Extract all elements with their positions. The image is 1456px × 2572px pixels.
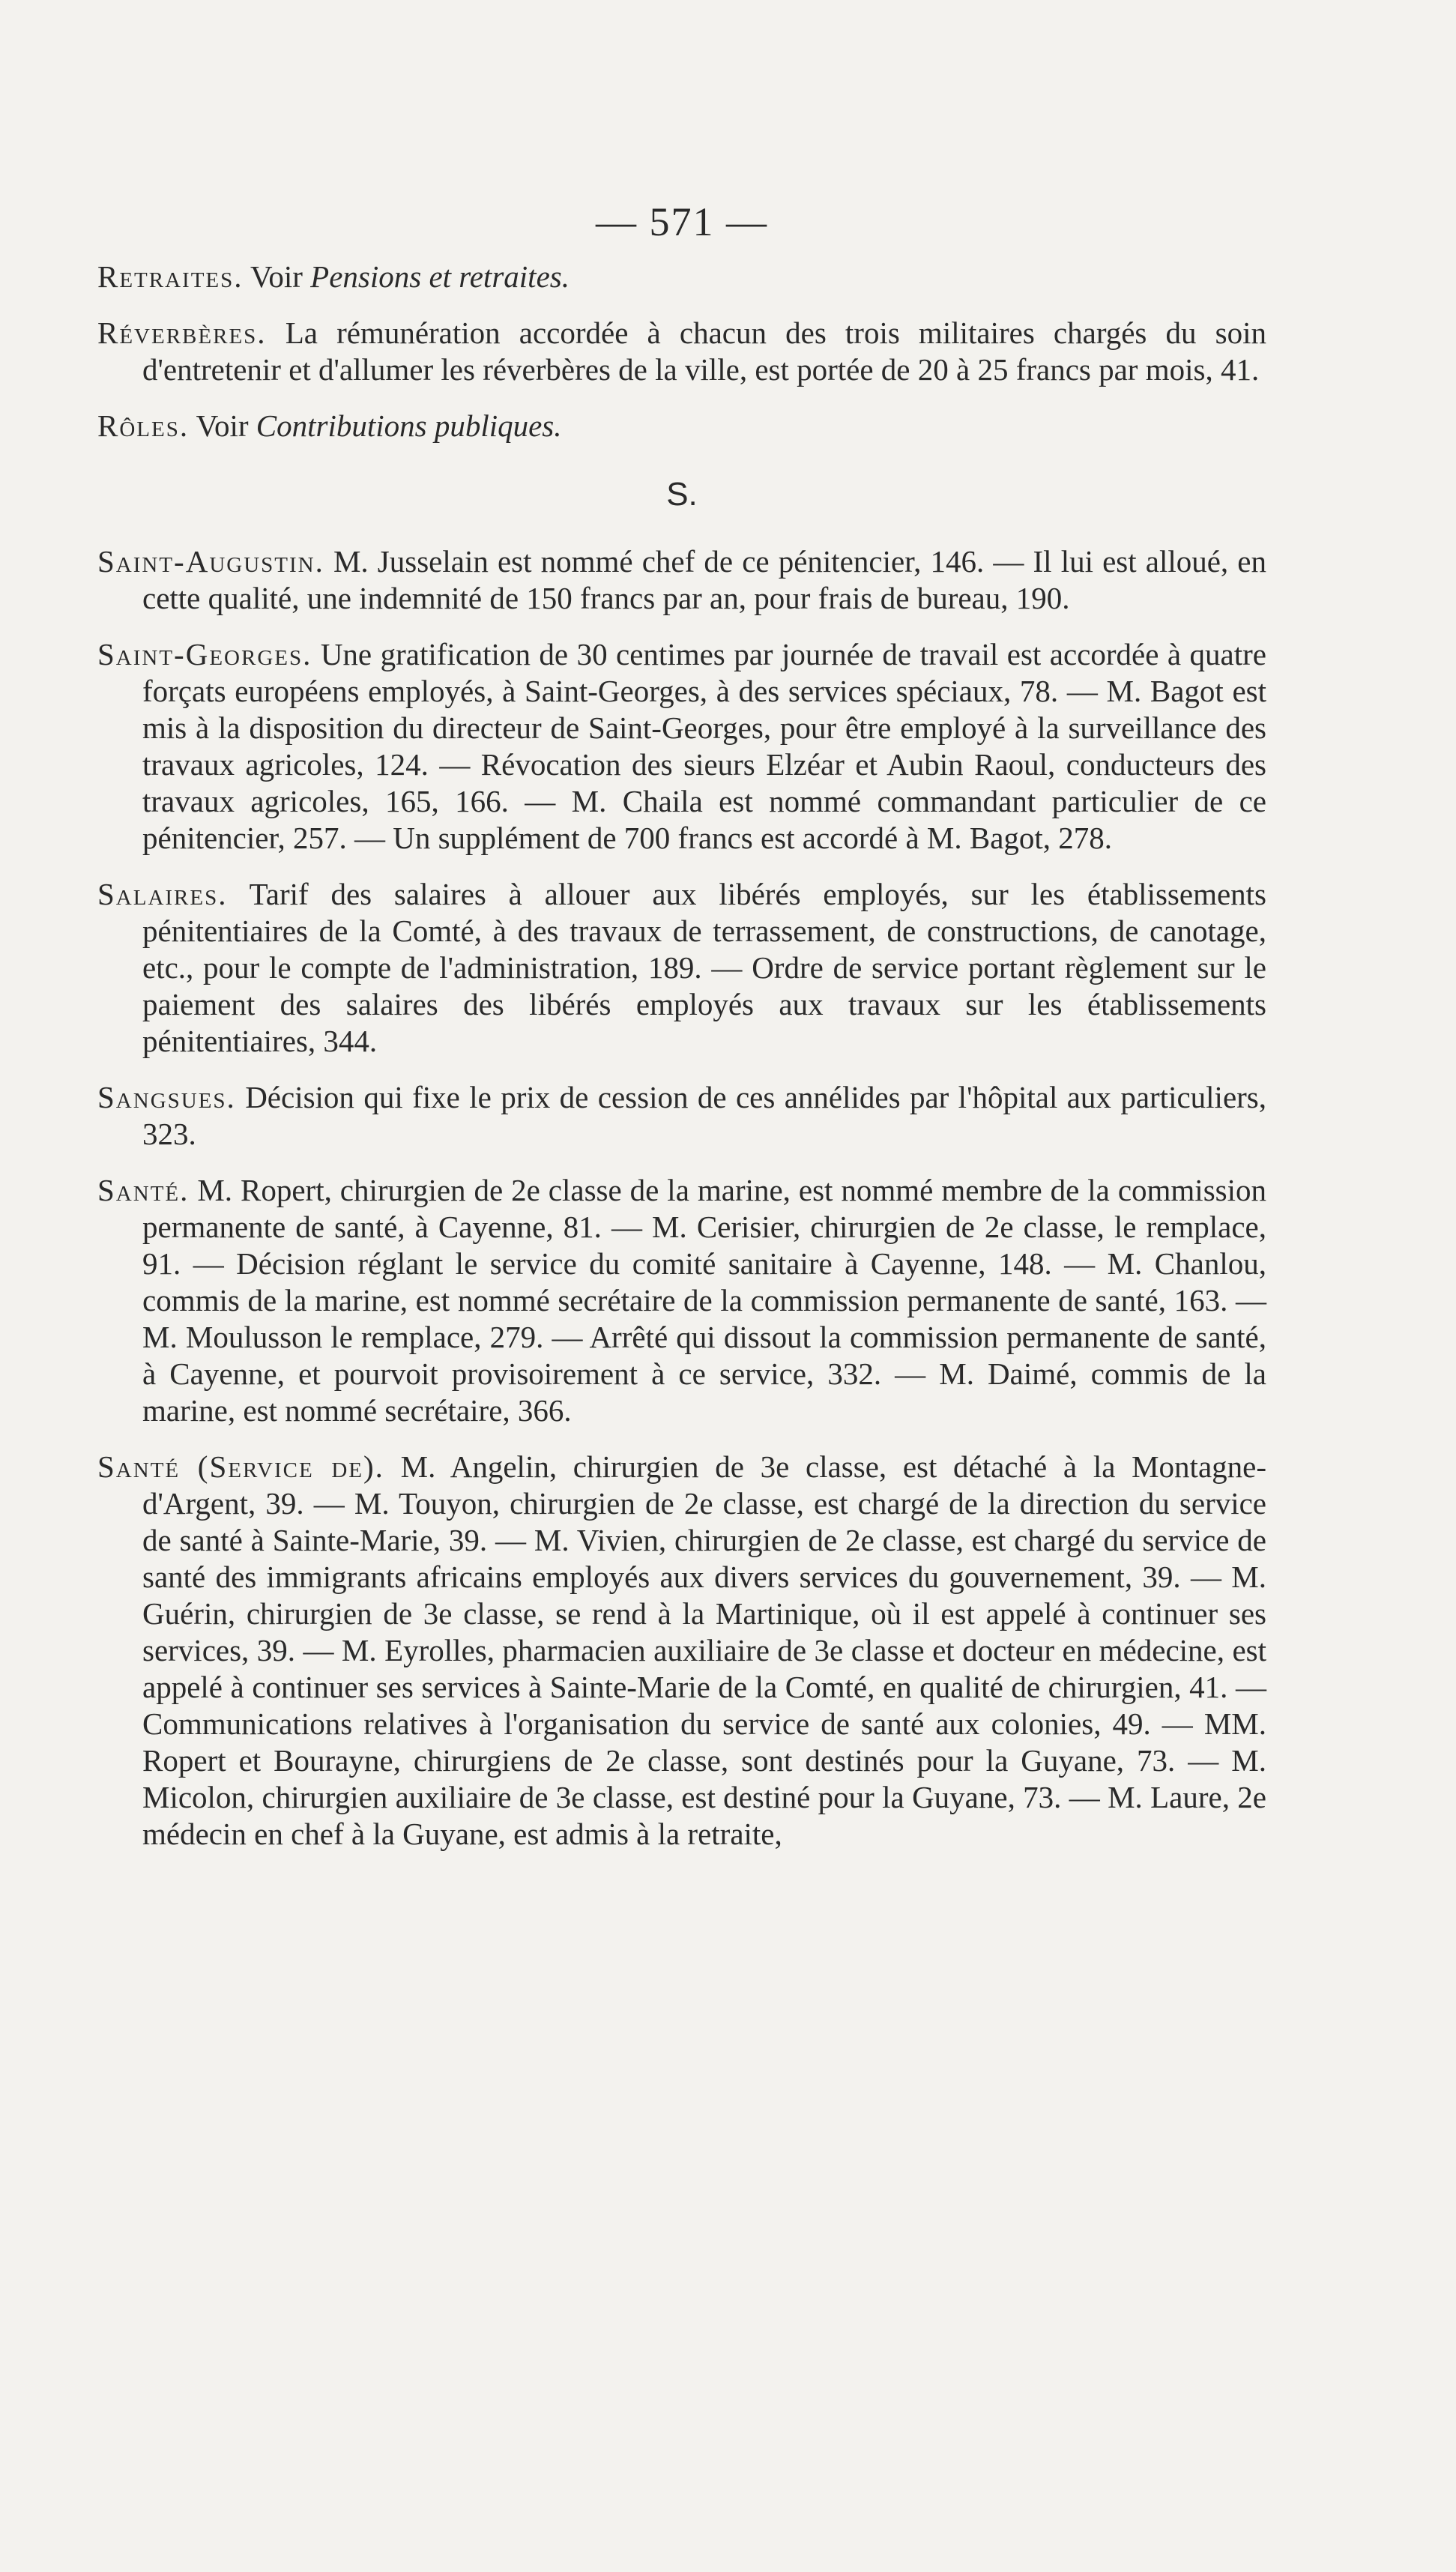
entry-headword: Saint-Georges. xyxy=(97,637,312,671)
index-entry-sante-service xyxy=(97,1449,1266,1853)
entry-text: Voir xyxy=(189,408,256,443)
entry-headword: Sangsues. xyxy=(97,1080,236,1114)
entry-text: M. Angelin, chirurgien de 3e classe, est détaché à la Montagne-d'Argent, 39. — M. Touyon, chirurgien de 2e classe, est chargé de la direction du service de santé à Sainte-Marie, 39. — M. Vivien, chirurgien de 2e classe, est chargé du service de santé des immigrants africains employés aux divers services du gouvernement, 39. — M. Guérin, chirurgien de 3e classe, se rend à la Martinique, où il est appelé à continuer ses services, 39. — M. Eyrolles, pharmacien auxiliaire de 3e classe et docteur en médecine, est appelé à continuer ses services à Sainte-Marie de la Comté, en qualité de chirurgien, 41. — Communications relatives à l'organisation du service de santé aux colonies, 49. — MM. Ropert et Bourayne, chirurgiens de 2e classe, sont destinés pour la Guyane, 73. — M. Micolon, chirurgien auxiliaire de 3e classe, est destiné pour la Guyane, 73. — M. Laure, 2e médecin en chef à la Guyane, est admis à la retraite, xyxy=(142,1449,1266,1851)
entry-cross-reference: Contributions publiques. xyxy=(256,408,562,443)
entry-headword: Saint-Augustin. xyxy=(97,544,324,579)
document-page xyxy=(97,199,1266,1872)
index-entry-reverberes xyxy=(97,315,1266,388)
index-entry-salaires xyxy=(97,876,1266,1060)
index-entry-saint-augustin xyxy=(97,543,1266,617)
entry-text: La rémunération accordée à chacun des trois militaires chargés du soin d'entretenir et d'allumer les réverbères de la ville, est portée de 20 à 25 francs par mois, 41. xyxy=(142,316,1266,387)
entry-headword: Retraites. xyxy=(97,259,244,294)
entry-headword: Santé (Service de). xyxy=(97,1449,384,1484)
page-number: — 571 — xyxy=(596,199,768,244)
entry-headword: Réverbères. xyxy=(97,316,267,350)
entry-cross-reference: Pensions et retraites. xyxy=(310,259,570,294)
entry-text: Tarif des salaires à allouer aux libérés employés, sur les établissements pénitentiaires de la Comté, à des travaux de terrassement, de constructions, de canotage, etc., pour le compte de l'administration, 189. — Ordre de service portant règlement sur le paiement des salaires des libérés employés aux travaux sur les établissements pénitentiaires, 344. xyxy=(142,877,1266,1058)
entry-text: Voir xyxy=(243,259,311,294)
entry-text: M. Jusselain est nommé chef de ce pénitencier, 146. — Il lui est alloué, en cette qualité, une indemnité de 150 francs par an, pour frais de bureau, 190. xyxy=(142,544,1266,615)
entry-headword: Rôles. xyxy=(97,408,190,443)
index-entry-retraites xyxy=(97,259,1266,295)
entry-headword: Salaires. xyxy=(97,877,228,911)
section-letter: S. xyxy=(666,476,698,513)
entry-text: M. Ropert, chirurgien de 2e classe de la marine, est nommé membre de la commission permanente de santé, à Cayenne, 81. — M. Cerisier, chirurgien de 2e classe, le remplace, 91. — Décision réglant le service du comité sanitaire à Cayenne, 148. — M. Chanlou, commis de la marine, est nommé secrétaire de la commission permanente de santé, 163. — M. Moulusson le remplace, 279. — Arrêté qui dissout la commission permanente de santé, à Cayenne, et pourvoit provisoirement à ce service, 332. — M. Daimé, commis de la marine, est nommé secrétaire, 366. xyxy=(142,1173,1266,1428)
entry-text: Une gratification de 30 centimes par journée de travail est accordée à quatre forçats européens employés, à Saint-Georges, à des services spéciaux, 78. — M. Bagot est mis à la disposition du directeur de Saint-Georges, pour être employé à la surveillance des travaux agricoles, 124. — Révocation des sieurs Elzéar et Aubin Raoul, conducteurs des travaux agricoles, 165, 166. — M. Chaila est nommé commandant particulier de ce pénitencier, 257. — Un supplément de 700 francs est accordé à M. Bagot, 278. xyxy=(142,637,1266,855)
index-entry-sante xyxy=(97,1172,1266,1429)
index-entry-roles xyxy=(97,408,1266,444)
index-entry-saint-georges xyxy=(97,636,1266,857)
entry-text: Décision qui fixe le prix de cession de ces annélides par l'hôpital aux particuliers, 323. xyxy=(142,1080,1266,1151)
index-entry-sangsues xyxy=(97,1079,1266,1153)
entry-headword: Santé. xyxy=(97,1173,190,1207)
